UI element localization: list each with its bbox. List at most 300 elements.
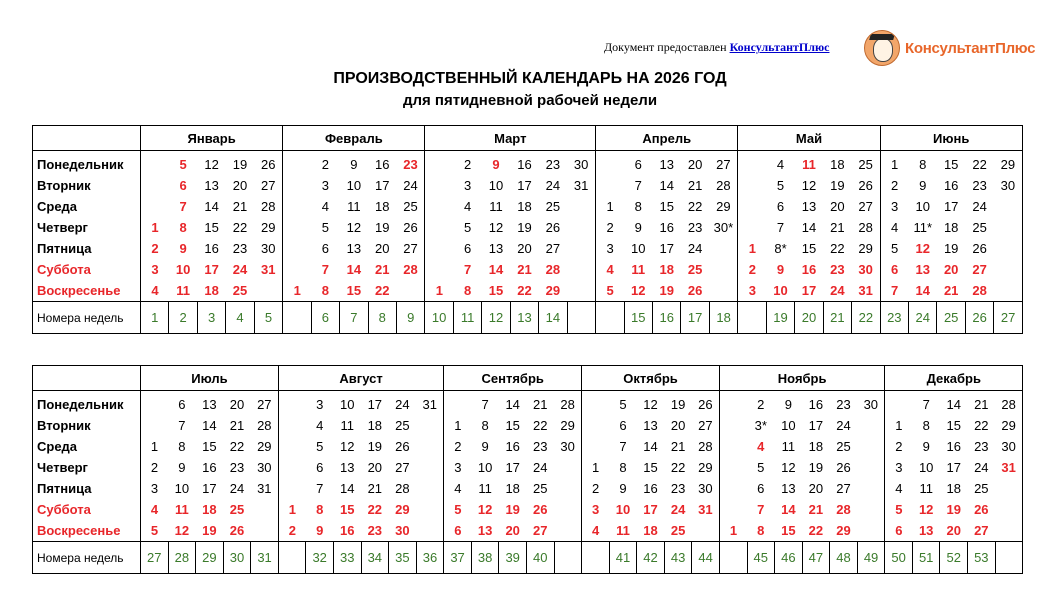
day-cell: 29: [836, 523, 851, 538]
day-cell: 12: [174, 523, 190, 538]
day-cell: 3: [321, 178, 329, 193]
day-cell: 16: [946, 439, 961, 454]
day-cell: 17: [659, 241, 674, 256]
day-cell: 30: [994, 175, 1022, 196]
day-cell: 5: [596, 280, 624, 302]
day-cell: 22: [808, 523, 824, 538]
day-cell: 12: [488, 220, 504, 235]
day-cell: 16: [375, 157, 390, 172]
week-number: 24: [909, 302, 937, 334]
day-cell: 13: [643, 418, 658, 433]
empty-cell: [554, 457, 582, 478]
month-name: Январь: [141, 126, 283, 151]
empty-cell: [425, 151, 453, 176]
day-cell: 29: [560, 418, 575, 433]
day-cell: 30: [573, 157, 589, 172]
empty-cell: [444, 391, 472, 416]
day-cell: 8: [179, 220, 187, 235]
day-cell: 2: [880, 175, 908, 196]
day-cell: 19: [375, 220, 390, 235]
day-cell: 24: [229, 481, 245, 496]
day-cell: 1: [283, 280, 311, 302]
week-number: 27: [994, 302, 1022, 334]
empty-cell: [396, 280, 424, 302]
week-number: 31: [251, 542, 279, 574]
week-number: 9: [396, 302, 424, 334]
day-cell: 12: [204, 157, 219, 172]
day-cell: 11: [176, 283, 191, 298]
day-cell: 10: [340, 397, 355, 412]
week-number: 26: [965, 302, 993, 334]
empty-cell: [857, 499, 885, 520]
day-cell: 25: [858, 157, 873, 172]
empty-cell: [567, 259, 596, 280]
empty-cell: [416, 415, 444, 436]
week-numbers-label: Номера недель: [33, 302, 141, 334]
empty-cell: [857, 520, 885, 542]
week-number: 32: [306, 542, 334, 574]
day-cell: 9: [784, 397, 792, 412]
consultant-link[interactable]: КонсультантПлюс: [729, 40, 830, 54]
week-number: 3: [197, 302, 225, 334]
empty-cell: [141, 415, 169, 436]
week-number: 28: [168, 542, 196, 574]
calendar-table-h2: [32, 365, 1023, 574]
week-number: 8: [368, 302, 396, 334]
day-cell: 13: [915, 262, 930, 277]
day-cell: 5: [885, 499, 913, 520]
professor-logo-icon: [864, 30, 900, 66]
week-number: 34: [361, 542, 389, 574]
day-cell: 10: [631, 241, 646, 256]
day-cell: 9: [634, 220, 642, 235]
day-cell: 1: [582, 457, 610, 478]
day-cell: 15: [946, 418, 961, 433]
day-cell: 1: [444, 415, 472, 436]
week-number: 45: [747, 542, 775, 574]
day-cell: 25: [687, 262, 703, 277]
day-cell: 29: [858, 241, 873, 256]
page-title: ПРОИЗВОДСТВЕННЫЙ КАЛЕНДАРЬ НА 2026 ГОД: [333, 70, 727, 87]
day-cell: 29: [257, 439, 272, 454]
month-name: Март: [425, 126, 596, 151]
weekday-label: Четверг: [33, 457, 141, 478]
empty-cell: [278, 457, 306, 478]
day-cell: 20: [517, 241, 532, 256]
day-cell: 30: [698, 481, 713, 496]
day-cell: 18: [367, 418, 383, 433]
day-cell: 17: [367, 397, 383, 412]
week-number: 39: [499, 542, 527, 574]
weekday-label: Суббота: [33, 259, 141, 280]
day-cell: 21: [533, 397, 548, 412]
empty-cell: [994, 259, 1022, 280]
week-number: [567, 302, 596, 334]
week-number: 37: [444, 542, 472, 574]
day-cell: 18: [659, 262, 674, 277]
day-cell: 25: [229, 502, 245, 517]
day-cell: 6: [316, 460, 324, 475]
day-cell: 30: [257, 460, 272, 475]
empty-cell: [283, 175, 311, 196]
empty-cell: [582, 436, 610, 457]
day-cell: 10: [915, 199, 930, 214]
day-cell: 21: [943, 283, 959, 298]
weekday-label: Воскресенье: [33, 520, 141, 542]
empty-cell: [283, 196, 311, 217]
day-cell: 13: [781, 481, 796, 496]
day-cell: 25: [974, 481, 989, 496]
day-cell: 4: [582, 520, 610, 542]
week-number: 27: [141, 542, 169, 574]
empty-cell: [283, 151, 311, 176]
day-cell: 21: [808, 502, 824, 517]
day-cell: 3: [141, 478, 169, 499]
consultant-logo[interactable]: [864, 28, 1035, 68]
day-cell: 20: [375, 241, 390, 256]
day-cell: 4: [141, 280, 169, 302]
day-cell: 14: [340, 481, 355, 496]
empty-cell: [416, 520, 444, 542]
day-cell: 28: [545, 262, 561, 277]
day-cell: 28: [995, 391, 1023, 416]
day-cell: 23: [232, 241, 248, 256]
day-cell: 26: [545, 220, 561, 235]
week-number: 47: [802, 542, 830, 574]
day-cell: 21: [232, 199, 248, 214]
day-cell: 11: [631, 262, 646, 277]
day-cell: 8: [178, 439, 186, 454]
day-cell: 3: [582, 499, 610, 520]
day-cell: 23: [545, 157, 561, 172]
empty-cell: [582, 415, 610, 436]
day-cell: 7: [463, 262, 472, 277]
day-cell: 20: [808, 481, 824, 496]
day-cell: 29: [994, 151, 1022, 176]
calendar-table-h1: [32, 125, 1023, 334]
day-cell: 22: [367, 502, 383, 517]
empty-cell: [692, 520, 720, 542]
empty-cell: [567, 217, 596, 238]
day-cell: 26: [533, 502, 548, 517]
day-cell: 13: [659, 157, 674, 172]
day-cell: 7: [880, 280, 908, 302]
day-cell: 15: [781, 523, 796, 538]
empty-cell: [416, 436, 444, 457]
day-cell: 13: [340, 460, 355, 475]
day-cell: 1: [141, 436, 169, 457]
week-number: 52: [940, 542, 968, 574]
week-number: 53: [968, 542, 996, 574]
empty-cell: [709, 259, 738, 280]
day-cell: 25: [232, 283, 248, 298]
day-cell: 10: [488, 178, 504, 193]
day-cell: 19: [659, 283, 674, 298]
day-cell: 8: [634, 199, 642, 214]
day-cell: 6: [619, 418, 627, 433]
day-cell: 22: [974, 418, 989, 433]
day-cell: 30: [995, 436, 1023, 457]
day-cell: 23: [972, 178, 987, 193]
day-cell: 6: [463, 241, 472, 256]
empty-cell: [994, 196, 1022, 217]
day-cell: 28: [836, 502, 851, 517]
day-cell: 3: [463, 178, 472, 193]
empty-cell: [596, 175, 624, 196]
day-cell: 15: [643, 460, 658, 475]
day-cell: 3: [316, 397, 324, 412]
day-cell: 13: [801, 199, 817, 214]
day-cell: 2: [278, 520, 306, 542]
day-cell: 13: [202, 397, 217, 412]
day-cell: 19: [232, 157, 248, 172]
day-cell: 23: [403, 157, 418, 172]
day-cell: 18: [202, 502, 217, 517]
day-cell: 28: [261, 199, 276, 214]
day-cell: 10: [346, 178, 362, 193]
empty-cell: [994, 217, 1022, 238]
day-cell: 9: [178, 460, 186, 475]
week-number: 23: [880, 302, 908, 334]
day-cell: 30: [261, 241, 276, 256]
day-cell: 7: [178, 418, 186, 433]
week-number: 4: [226, 302, 254, 334]
weekday-label: Пятница: [33, 478, 141, 499]
day-cell: 30: [395, 523, 410, 538]
day-cell: 2: [582, 478, 610, 499]
day-cell: 13: [918, 523, 934, 538]
day-cell: 3: [885, 457, 913, 478]
empty-cell: [994, 238, 1022, 259]
day-cell: 26: [261, 157, 276, 172]
week-numbers-label: Номера недель: [33, 542, 141, 574]
day-cell: 5: [463, 220, 472, 235]
day-cell: 8: [463, 283, 472, 298]
day-cell: 4: [757, 439, 765, 454]
week-number: 29: [196, 542, 224, 574]
week-number: 5: [254, 302, 282, 334]
week-number: 12: [482, 302, 510, 334]
week-number: [278, 542, 306, 574]
day-cell: 17: [375, 178, 390, 193]
day-cell: 23: [836, 397, 851, 412]
day-cell: 21: [229, 418, 245, 433]
day-cell: 9: [919, 178, 927, 193]
day-cell: 24: [395, 397, 410, 412]
day-cell: 19: [202, 523, 217, 538]
day-cell: 25: [545, 199, 561, 214]
empty-cell: [719, 499, 747, 520]
day-cell: 27: [698, 418, 713, 433]
day-cell: 26: [698, 397, 713, 412]
day-cell: 6: [885, 520, 913, 542]
day-cell: 29: [395, 502, 410, 517]
day-cell: 7: [776, 220, 785, 235]
day-cell: 6: [321, 241, 329, 256]
day-cell: 19: [505, 502, 520, 517]
day-cell: 9: [481, 439, 489, 454]
day-cell: 6: [444, 520, 472, 542]
day-cell: 17: [204, 262, 219, 277]
day-cell: 12: [918, 502, 934, 517]
week-number: 36: [416, 542, 444, 574]
day-cell: 16: [204, 241, 219, 256]
empty-cell: [738, 151, 766, 176]
day-cell: 12: [340, 439, 355, 454]
week-number: [995, 542, 1023, 574]
month-name: Февраль: [283, 126, 425, 151]
week-number: [596, 302, 624, 334]
day-cell: 4: [880, 217, 908, 238]
day-cell: 7: [922, 397, 930, 412]
day-cell: 17: [643, 502, 658, 517]
day-cell: 5: [444, 499, 472, 520]
day-cell: 13: [477, 523, 493, 538]
day-cell: 20: [670, 418, 686, 433]
empty-cell: [141, 196, 169, 217]
day-cell: 14: [346, 262, 362, 277]
day-cell: 1: [880, 151, 908, 176]
day-cell: 20: [232, 178, 248, 193]
empty-cell: [709, 280, 738, 302]
day-cell: 11: [489, 199, 503, 214]
day-cell: 16: [340, 523, 355, 538]
week-number: 51: [912, 542, 940, 574]
day-cell: 5: [316, 439, 324, 454]
day-cell: 24: [545, 178, 561, 193]
day-cell: 25: [670, 523, 686, 538]
day-cell: 25: [836, 439, 851, 454]
day-cell: 4: [463, 199, 472, 214]
empty-cell: [995, 478, 1023, 499]
week-number: 19: [766, 302, 794, 334]
day-cell: 1: [885, 415, 913, 436]
day-cell: 31: [422, 397, 437, 412]
day-cell: 27: [972, 262, 987, 277]
day-cell: 27: [716, 157, 731, 172]
day-cell: 22: [830, 241, 845, 256]
day-cell: 5: [321, 220, 329, 235]
day-cell: 24: [533, 460, 548, 475]
empty-cell: [719, 478, 747, 499]
day-cell: 28: [403, 262, 418, 277]
empty-cell: [251, 520, 279, 542]
empty-cell: [596, 151, 624, 176]
empty-cell: [554, 499, 582, 520]
day-cell: 3: [596, 238, 624, 259]
empty-cell: [283, 259, 311, 280]
weekday-label: Вторник: [33, 415, 141, 436]
week-number: 1: [141, 302, 169, 334]
day-cell: 1: [738, 238, 766, 259]
day-cell: 22: [687, 199, 703, 214]
day-cell: 19: [943, 241, 959, 256]
day-cell: 22: [232, 220, 248, 235]
day-cell: 7: [634, 178, 642, 193]
day-cell: 14: [915, 283, 930, 298]
day-cell: 10: [175, 262, 191, 277]
page-subtitle: для пятидневной рабочей недели: [402, 92, 658, 109]
day-cell: 11: [781, 439, 796, 454]
weekday-label: Среда: [33, 196, 141, 217]
day-cell: 29: [261, 220, 276, 235]
day-cell: 18: [808, 439, 824, 454]
day-cell: 23: [687, 220, 703, 235]
day-cell: 28: [560, 397, 575, 412]
day-cell: 8: [922, 418, 930, 433]
day-cell: 31: [995, 457, 1023, 478]
day-cell: 4: [885, 478, 913, 499]
day-cell: 24: [836, 418, 851, 433]
day-cell: 30: [560, 439, 575, 454]
day-cell: 15: [505, 418, 520, 433]
empty-cell: [567, 280, 596, 302]
empty-cell: [554, 520, 582, 542]
day-cell: 11: [616, 523, 630, 538]
week-number: 6: [311, 302, 339, 334]
day-cell: 20: [946, 523, 961, 538]
day-cell: 19: [830, 178, 845, 193]
day-cell: 30: [863, 397, 879, 412]
empty-cell: [857, 415, 885, 436]
day-cell: 7: [619, 439, 627, 454]
day-cell: 4: [596, 259, 624, 280]
day-cell: 26: [858, 178, 873, 193]
empty-cell: [719, 415, 747, 436]
day-cell: 14: [204, 199, 219, 214]
month-name: Ноябрь: [719, 366, 884, 391]
day-cell: 8*: [774, 241, 787, 256]
week-number: 13: [510, 302, 538, 334]
day-cell: 1: [719, 520, 747, 542]
day-cell: 17: [801, 283, 817, 298]
day-cell: 3: [444, 457, 472, 478]
weekday-label: Пятница: [33, 238, 141, 259]
empty-cell: [738, 196, 766, 217]
day-cell: 27: [836, 481, 851, 496]
day-cell: 8: [919, 157, 927, 172]
day-cell: 27: [545, 241, 561, 256]
day-cell: 14: [659, 178, 674, 193]
day-cell: 4: [321, 199, 329, 214]
empty-cell: [857, 457, 885, 478]
empty-cell: [251, 499, 279, 520]
month-name: Июль: [141, 366, 279, 391]
week-number: 14: [539, 302, 567, 334]
day-cell: 26: [972, 241, 987, 256]
day-cell: 19: [670, 397, 686, 412]
day-cell: 15: [202, 439, 217, 454]
day-cell: 24: [972, 199, 987, 214]
weekday-label: Суббота: [33, 499, 141, 520]
empty-cell: [416, 457, 444, 478]
day-cell: 14: [505, 397, 520, 412]
day-cell: 17: [505, 460, 520, 475]
day-cell: 10: [781, 418, 796, 433]
week-number: 48: [830, 542, 858, 574]
day-cell: 19: [517, 220, 532, 235]
day-cell: 22: [972, 157, 987, 172]
day-cell: 21: [670, 439, 686, 454]
day-cell: 24: [687, 241, 703, 256]
empty-cell: [141, 175, 169, 196]
day-cell: 3: [141, 259, 169, 280]
day-cell: 6: [757, 481, 765, 496]
empty-cell: [254, 280, 282, 302]
day-cell: 15: [340, 502, 355, 517]
empty-cell: [709, 238, 738, 259]
day-cell: 26: [395, 439, 410, 454]
